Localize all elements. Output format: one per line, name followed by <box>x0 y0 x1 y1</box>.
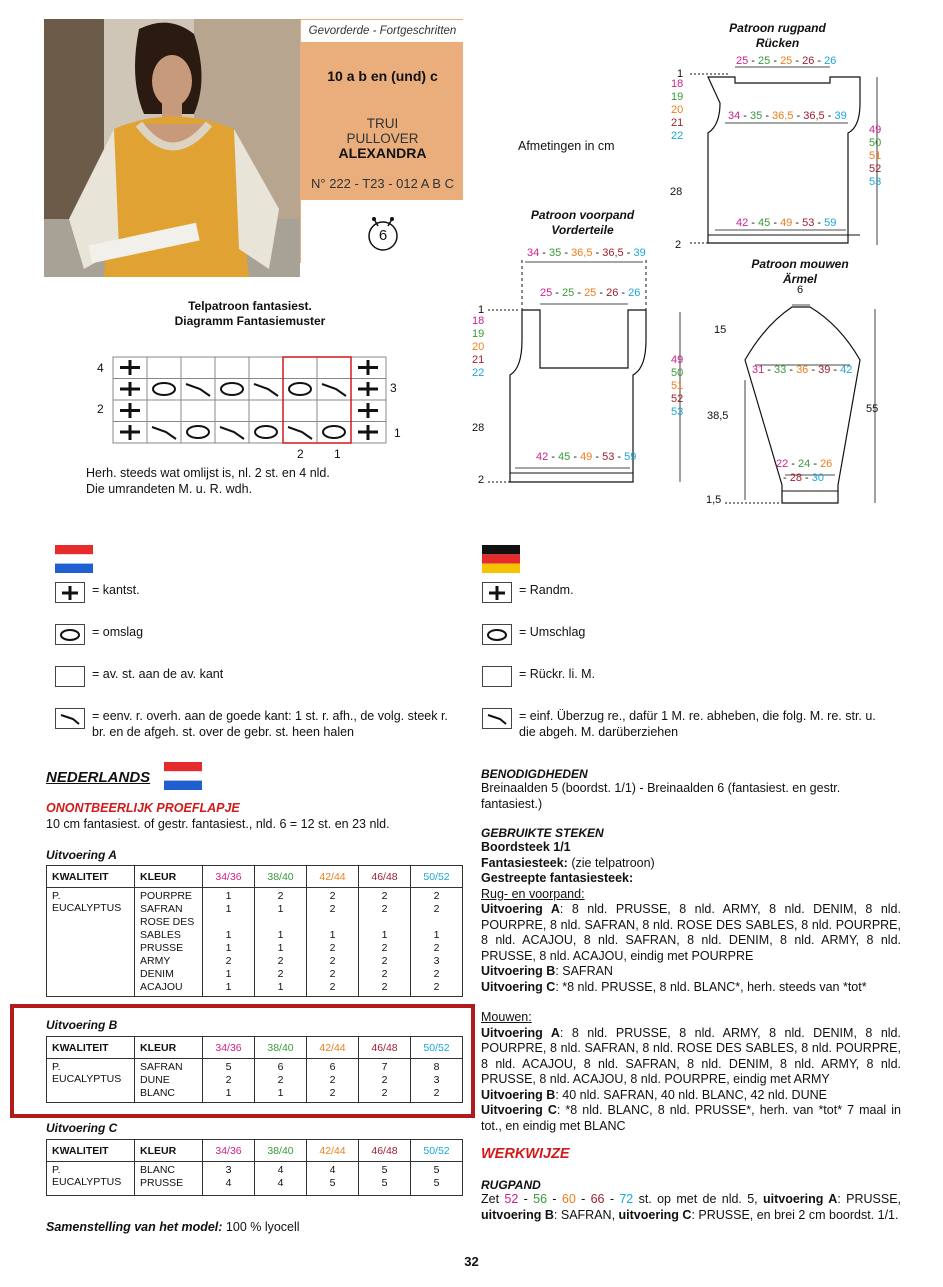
legend-nl <box>55 582 455 740</box>
sleeves-version-c: Uitvoering C: *8 nld. BLANC, 8 nld. PRUSSE*, herh. van *tot* 7 maal in tot., en eindig met BLANC <box>481 1103 901 1133</box>
header-color: KLEUR <box>135 866 203 888</box>
table-row: P. EUCALYPTUS BLANC PRUSSE 3 4 4 4 4 5 5 5 5 5 <box>47 1162 463 1196</box>
chart-col-2: 2 <box>297 447 304 461</box>
version-a-table <box>46 865 463 997</box>
circle-icon <box>55 624 85 645</box>
page-number: 32 <box>464 1254 479 1269</box>
front-top-widths: 34 - 35 - 36,5 - 36,5 - 39 <box>527 247 646 259</box>
sleeve-cuff-widths-1: 22 - 24 - 26 <box>776 458 833 470</box>
sleeve-total-length: 55 <box>866 403 879 415</box>
stitch-fancy: Fantasiesteek: (zie telpatroon) <box>481 855 655 870</box>
back-front-heading: Rug- en voorpand: <box>481 886 585 901</box>
slash-icon <box>482 708 512 729</box>
size-col: 34/36 <box>203 1037 255 1059</box>
back-side-length: 28 <box>670 186 683 198</box>
sleeve-pattern-title: Patroon mouwen Ärmel <box>751 257 849 286</box>
composition: Samenstelling van het model: 100 % lyocell <box>46 1220 300 1234</box>
back-left-top: 1 <box>677 68 684 80</box>
chart-row-1: 1 <box>394 426 401 440</box>
header-color: KLEUR <box>135 1140 203 1162</box>
header-quality: KWALITEIT <box>47 866 135 888</box>
legend-item: = kantst. <box>55 582 455 624</box>
sleeve-length: 38,5 <box>707 410 729 422</box>
plus-icon <box>55 582 85 603</box>
front-left-top: 1 <box>478 304 485 316</box>
method-heading: WERKWIJZE <box>481 1146 570 1162</box>
right-column <box>481 767 901 1223</box>
pattern-info-box <box>300 19 463 263</box>
back-right-vals: 49 50 51 52 53 <box>869 124 882 188</box>
size-col: 46/48 <box>359 1037 411 1059</box>
back-front-version-a: Uitvoering A: 8 nld. PRUSSE, 8 nld. ARMY, 8 nld. DENIM, 8 nld. POURPRE, 8 nld. SAFRAN, 8 nld. ROSE DES SABLES, 8 nld. POURPRE, 8 nld. ACAJOU, 8 nld. SAFRAN, 8 nld. DENIM, 8 nld. ARMY, 8 nld. PRUSSE, 8 nld. ACAJOU, eindig met POURPRE <box>481 902 901 963</box>
table-row: P. EUCALYPTUS POURPRE SAFRAN ROSE DES SABLES PRUSSE ARMY DENIM ACAJOU 1 1 1 1 2 1 1 2 1 1 1 2 2 1 2 2 1 2 2 2 2 2 2 1 2 2 2 2 2 2 1 2 3 2 2 <box>47 888 463 997</box>
front-pattern-title: Patroon voorpand Vorderteile <box>530 208 635 237</box>
front-left-vals: 18 19 20 21 22 <box>472 315 485 379</box>
back-left-vals: 18 19 20 21 22 <box>671 78 684 142</box>
sleeve-upper-widths: 31 - 33 - 36 - 39 - 42 <box>752 364 853 376</box>
size-col: 50/52 <box>411 1140 463 1162</box>
back-bottom-widths: 42 - 45 - 49 - 53 - 59 <box>736 217 837 229</box>
front-neck-widths: 25 - 25 - 25 - 26 - 26 <box>540 287 641 299</box>
chart-note: Herh. steeds wat omlijst is, nl. 2 st. en 4 nld. Die umrandeten M. u. R. wdh. <box>86 466 330 496</box>
empty-icon <box>55 666 85 687</box>
sleeve-cuff-widths-2: - 28 - 30 <box>783 472 825 484</box>
needle-size: 6 <box>378 227 388 244</box>
size-col: 38/40 <box>255 866 307 888</box>
version-b-title: Uitvoering B <box>46 1018 118 1032</box>
flag-netherlands-icon <box>55 545 93 573</box>
back-heading: RUGPAND <box>481 1178 541 1192</box>
size-col: 46/48 <box>359 866 411 888</box>
chart-title: Telpatroon fantasiest. Diagramm Fantasiemuster <box>174 299 326 328</box>
header-quality: KWALITEIT <box>47 1140 135 1162</box>
sleeves-heading: Mouwen: <box>481 1010 532 1024</box>
materials-text: Breinaalden 5 (boordst. 1/1) - Breinaalden 6 (fantasiest. en gestr. fantasiest.) <box>481 781 841 811</box>
stitch-rib: Boordsteek 1/1 <box>481 840 571 854</box>
size-col: 38/40 <box>255 1140 307 1162</box>
legend-de <box>482 582 882 740</box>
size-col: 50/52 <box>411 866 463 888</box>
back-rib-height: 2 <box>675 239 682 251</box>
size-col: 38/40 <box>255 1037 307 1059</box>
legend-item: = Randm. <box>482 582 882 624</box>
stitch-striped: Gestreepte fantasiesteek: <box>481 871 634 885</box>
circle-icon <box>482 624 512 645</box>
legend-item: = Rückr. li. M. <box>482 666 882 708</box>
empty-icon <box>482 666 512 687</box>
size-col: 42/44 <box>307 1037 359 1059</box>
legend-item: = av. st. aan de av. kant <box>55 666 455 708</box>
version-c-table <box>46 1139 463 1196</box>
front-right-vals: 49 50 51 52 53 <box>671 354 684 418</box>
size-col: 50/52 <box>411 1037 463 1059</box>
back-front-version-b: Uitvoering B: SAFRAN <box>481 964 613 978</box>
legend-item: = omslag <box>55 624 455 666</box>
legend-item: = Umschlag <box>482 624 882 666</box>
pattern-number: N° 222 - T23 - 012 A B C <box>311 176 454 191</box>
sizes-label: 10 a b en (und) c <box>327 68 438 84</box>
size-col: 42/44 <box>307 866 359 888</box>
chart-row-2: 2 <box>97 402 104 416</box>
slash-icon <box>55 708 85 729</box>
legend-item: = eenv. r. overh. aan de goede kant: 1 st. r. afh., de volg. steek r. br. en de afgeh. st. over de gebr. st. heen halen <box>55 708 455 740</box>
stitch-chart <box>110 355 390 445</box>
plus-icon <box>482 582 512 603</box>
table-row: P. EUCALYPTUS SAFRAN DUNE BLANC 5 2 1 6 2 1 6 2 2 7 2 2 8 3 2 <box>47 1059 463 1103</box>
front-side-length: 28 <box>472 422 485 434</box>
version-b-table <box>46 1036 463 1103</box>
measures-label: Afmetingen in cm <box>518 139 615 153</box>
header-color: KLEUR <box>135 1037 203 1059</box>
back-instructions: Zet 52 - 56 - 60 - 66 - 72 st. op met de nld. 5, uitvoering A: PRUSSE, uitvoering B: SAFRAN, uitvoering C: PRUSSE, en brei 2 cm boordst. 1/1. <box>481 1192 902 1222</box>
materials-heading: BENODIGDHEDEN <box>481 767 588 781</box>
needle-badge-area <box>301 200 464 264</box>
flag-germany-icon <box>482 545 520 573</box>
stitches-heading: GEBRUIKTE STEKEN <box>481 826 604 840</box>
sleeve-top-width: 6 <box>797 284 804 296</box>
sleeves-version-b: Uitvoering B: 40 nld. SAFRAN, 40 nld. BLANC, 42 nld. DUNE <box>481 1087 827 1102</box>
sleeve-cap-height: 15 <box>714 324 727 336</box>
section-heading-nl: NEDERLANDS <box>46 769 151 786</box>
sleeves-version-a: Uitvoering A: 8 nld. PRUSSE, 8 nld. ARMY, 8 nld. DENIM, 8 nld. POURPRE, 8 nld. SAFRAN, 8 nld. ROSE DES SABLES, 8 nld. POURPRE, 8 nld. ACAJOU, 8 nld. SAFRAN, 8 nld. DENIM, 8 nld. ARMY, 8 nld. PRUSSE, 8 nld. ACAJOU, 8 nld. POURPRE, eindig met ARMY <box>481 1025 901 1086</box>
front-rib-height: 2 <box>478 474 485 486</box>
back-front-version-c: Uitvoering C: *8 nld. PRUSSE, 8 nld. BLANC*, herh. steeds van *tot* <box>481 979 867 994</box>
flag-netherlands-small-icon <box>164 762 202 790</box>
swatch-text: 10 cm fantasiest. of gestr. fantasiest., nld. 6 = 12 st. en 23 nld. <box>46 817 390 831</box>
model-photo <box>44 19 300 277</box>
size-col: 42/44 <box>307 1140 359 1162</box>
chart-col-1: 1 <box>334 447 341 461</box>
swatch-heading: ONONTBEERLIJK PROEFLAPJE <box>46 801 240 815</box>
back-shoulder-widths: 25 - 25 - 25 - 26 - 26 <box>736 55 837 67</box>
chart-row-3: 3 <box>390 381 397 395</box>
level-label: Gevorderde - Fortgeschritten <box>301 20 464 42</box>
sleeve-cuff-height: 1,5 <box>706 494 722 506</box>
size-col: 46/48 <box>359 1140 411 1162</box>
version-c-title: Uitvoering C <box>46 1121 118 1135</box>
version-a-title: Uitvoering A <box>46 848 117 862</box>
back-pattern-title: Patroon rugpand Rücken <box>729 21 826 50</box>
size-col: 34/36 <box>203 1140 255 1162</box>
name-line-1: TRUI PULLOVER <box>346 116 419 146</box>
size-col: 34/36 <box>203 866 255 888</box>
front-bottom-widths: 42 - 45 - 49 - 53 - 59 <box>536 451 637 463</box>
back-chest-widths: 34 - 35 - 36,5 - 36,5 - 39 <box>728 110 847 122</box>
model-name: ALEXANDRA <box>338 145 427 161</box>
legend-item: = einf. Überzug re., dafür 1 M. re. abheben, die folg. M. re. str. u. die abgeh. M. darüberziehen <box>482 708 882 740</box>
chart-row-4: 4 <box>97 361 104 375</box>
header-quality: KWALITEIT <box>47 1037 135 1059</box>
